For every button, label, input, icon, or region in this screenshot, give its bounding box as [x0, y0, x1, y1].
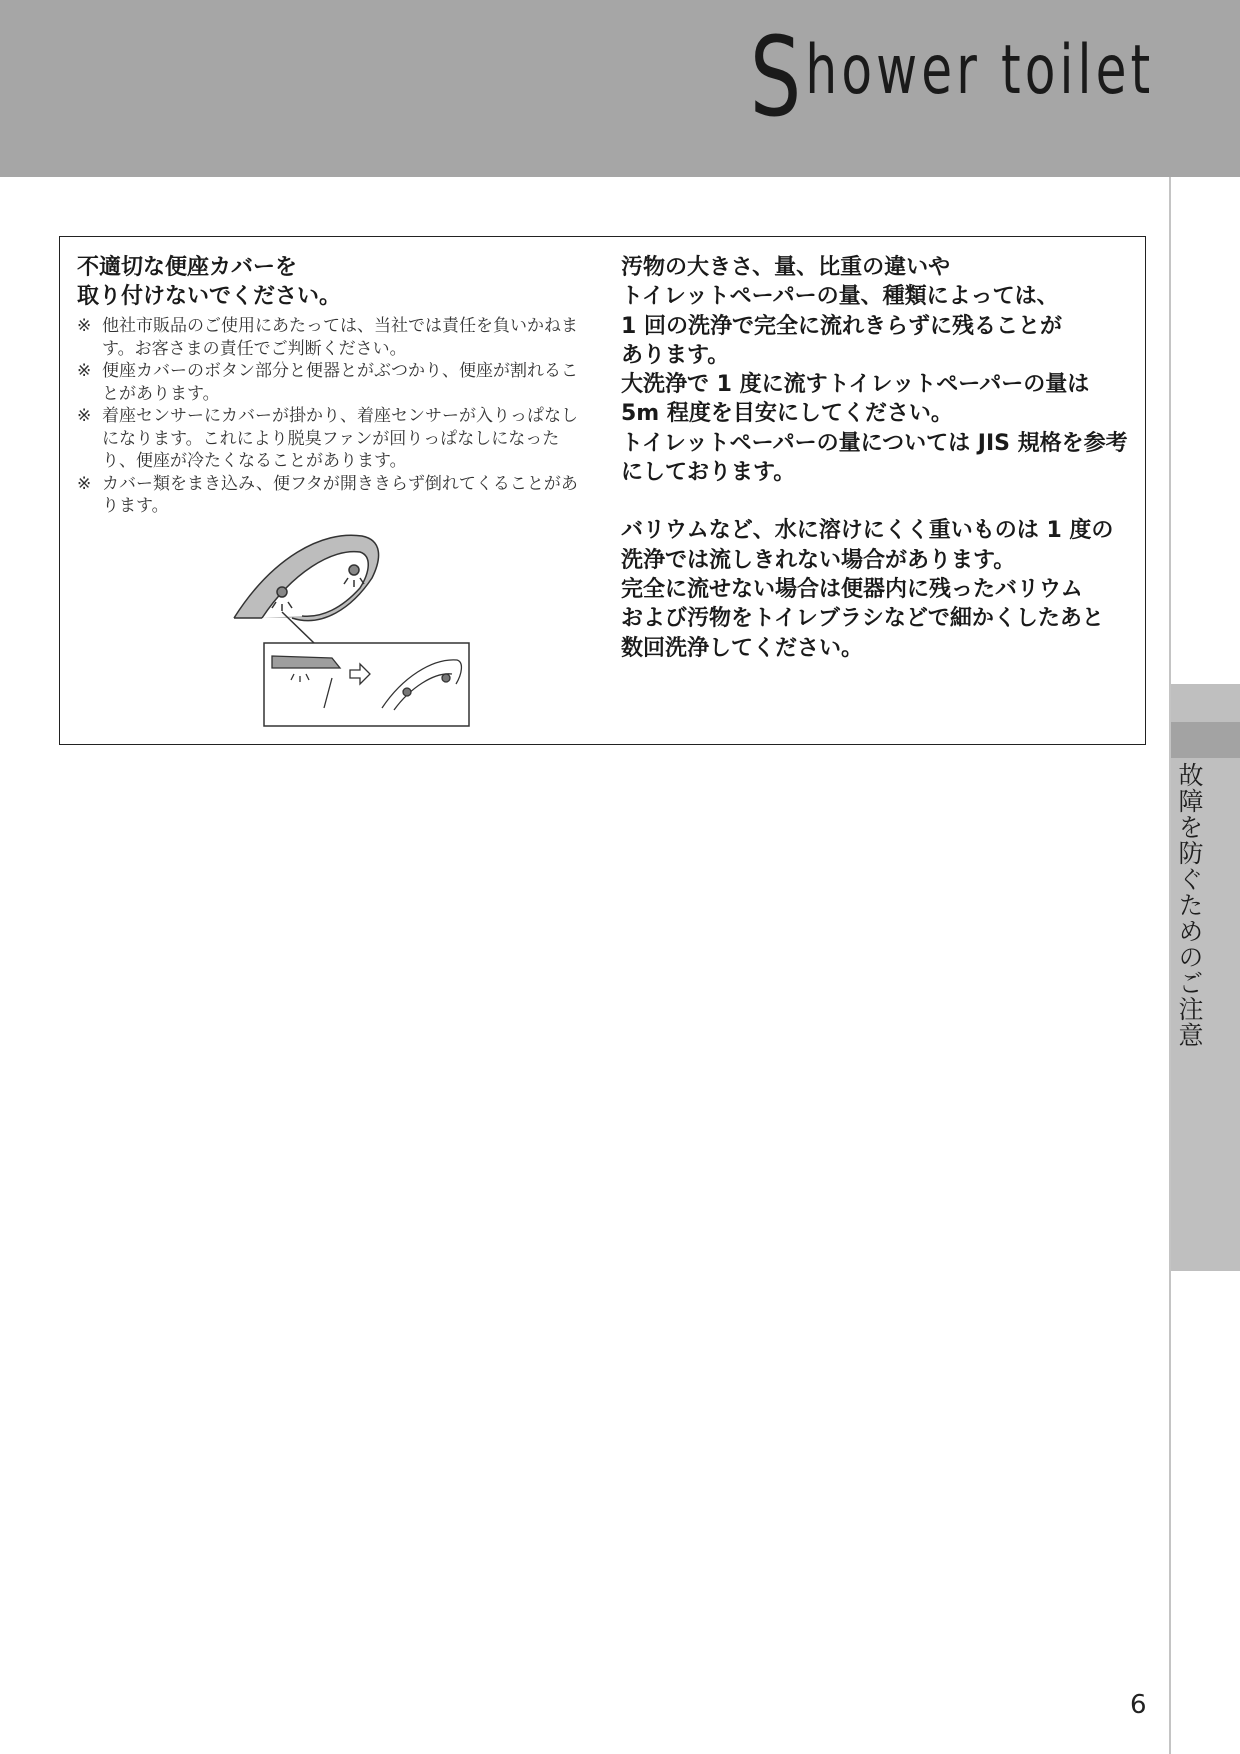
barium-text-line: および汚物をトイレブラシなどで細かくしたあと [621, 606, 1104, 632]
barium-text-line: 数回洗浄してください。 [621, 635, 864, 661]
flush-text-line: 5m 程度を目安にしてください。 [621, 401, 953, 427]
barium-text-line: バリウムなど、水に溶けにくく重いものは 1 度の [621, 518, 1114, 544]
note-item: ※ カバー類をまき込み、便フタが開ききらず倒れてくることがあります。 [77, 473, 578, 516]
page-number: 6 [1130, 1690, 1147, 1720]
flush-text-line: 1 回の洗浄で完全に流れきらずに残ることが [621, 313, 1062, 339]
notice-heading: 不適切な便座カバーを 取り付けないでください。 [77, 255, 342, 309]
seat-cover-notice [77, 253, 592, 518]
toilet-seat-drawing [234, 535, 379, 620]
barium-text-line: 完全に流せない場合は便器内に残ったバリウム [621, 576, 1083, 602]
flush-text-line: 大洗浄で 1 度に流すトイレットペーパーの量は [621, 372, 1090, 398]
flush-text-line: 汚物の大きさ、量、比重の違いや [621, 255, 951, 280]
note-item: ※ 他社市販品のご使用にあたっては、当社では責任を負いかねます。お客さまの責任でご判断ください。 [77, 316, 578, 359]
flush-notice [621, 253, 1141, 663]
notes-list [77, 315, 592, 518]
side-tab-top [1171, 684, 1240, 722]
note-item: ※ 着座センサーにカバーが掛かり、着座センサーが入りっぱなしになります。これにより脱臭ファンが回りっぱなしになったり、便座が冷たくなることがあります。 [77, 406, 578, 471]
flush-text-line: トイレットペーパーの量については JIS 規格を参考 [621, 430, 1128, 456]
flush-text-line: トイレットペーパーの量、種類によっては、 [621, 284, 1059, 310]
note-item: ※ 便座カバーのボタン部分と便器とがぶつかり、便座が割れることがあります。 [77, 361, 578, 404]
header-band [0, 0, 1240, 177]
seat-cover-illustration [232, 528, 472, 728]
notice-box [59, 236, 1146, 745]
side-tab-marker [1171, 722, 1240, 758]
flush-text-line: にしております。 [621, 460, 796, 486]
side-tab-label: 故障を防ぐためのご注意 [1175, 762, 1204, 1048]
brand-logo: Shower toilet [749, 13, 1154, 141]
paragraph-gap [621, 487, 1141, 516]
flush-text-line: あります。 [621, 342, 730, 368]
barium-text-line: 洗浄では流しきれない場合があります。 [621, 547, 1016, 573]
